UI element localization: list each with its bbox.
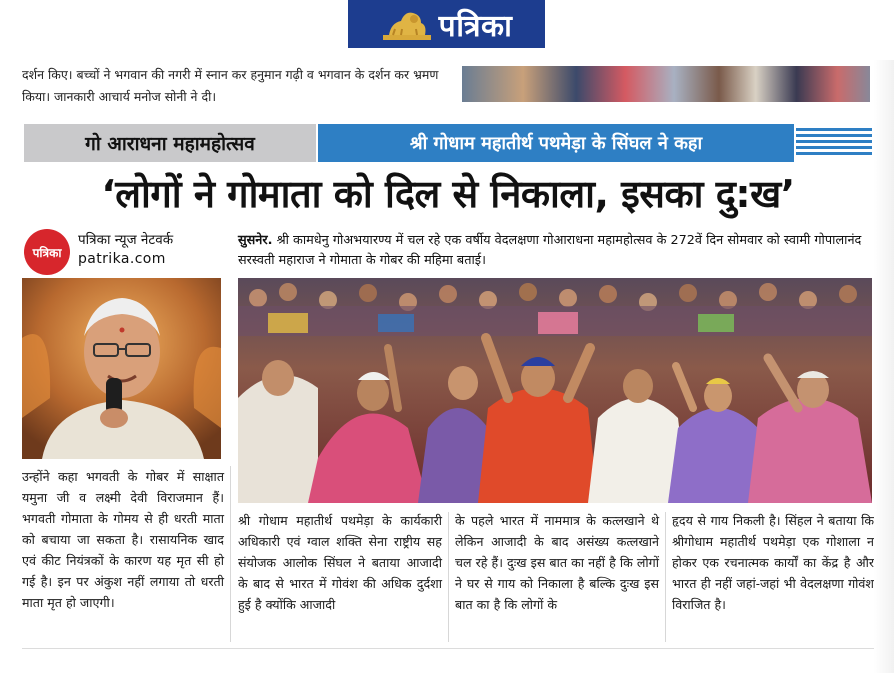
bottom-rule bbox=[22, 648, 874, 649]
kicker: श्री गोधाम महातीर्थ पथमेड़ा के सिंघल ने कहा bbox=[318, 124, 794, 162]
previous-story-photo bbox=[462, 66, 870, 102]
section-tag: गो आराधना महामहोत्सव bbox=[24, 124, 316, 162]
previous-story-text: दर्शन किए। बच्चों ने भगवान की नगरी में स्नान कर हनुमान गढ़ी व भगवान के दर्शन कर भ्रमण किया। जानकारी आचार्य मनोज सोनी ने दी। bbox=[22, 67, 439, 104]
byline-site: patrika.com bbox=[78, 251, 166, 267]
speaker-photo bbox=[22, 278, 221, 459]
headline: ‘लोगों ने गोमाता को दिल से निकाला, इसका दु:ख’ bbox=[101, 172, 795, 216]
patrika-logo bbox=[24, 229, 70, 275]
crowd-photo bbox=[238, 278, 872, 503]
dateline: सुसनेर. bbox=[238, 233, 273, 248]
column-divider bbox=[230, 466, 231, 642]
page-edge-shadow bbox=[874, 60, 894, 673]
intro-text: श्री कामधेनु गोअभयारण्य में चल रहे एक वर्षीय वेदलक्षणा गोआराधना महामहोत्सव के 272वें दिन सोमवार को स्वामी गोपालानंद सरस्वती महाराज ने गोमाता के गोबर की महिमा बताई। bbox=[238, 233, 862, 268]
masthead-title: पत्रिका bbox=[438, 8, 513, 44]
body-column-4: हृदय से गाय निकली है। सिंहल ने बताया कि श्रीगोधाम महातीर्थ पथमेड़ा एक गोशाला न होकर एक रचनात्मक कार्यों का केंद्र है और भारत ही नहीं जहां-जहां भी वेदलक्षणा गोवंश विराजित है। bbox=[672, 513, 874, 612]
decorative-stripes bbox=[796, 128, 872, 158]
body-column-3: के पहले भारत में नाममात्र के कत्लखाने थे लेकिन आजादी के बाद असंख्य कत्लखाने चल रहे हैं। दुःख इस बात का नहीं है कि लोगों ने घर से गाय को निकाला है बल्कि दुःख इस बात का है कि लोगों के bbox=[455, 513, 659, 612]
masthead bbox=[348, 0, 545, 48]
column-divider bbox=[665, 512, 666, 642]
logo-text: पत्रिका bbox=[32, 245, 62, 260]
column-divider bbox=[448, 512, 449, 642]
byline-network: पत्रिका न्यूज नेटवर्क bbox=[78, 232, 174, 248]
intro-paragraph bbox=[238, 231, 874, 271]
lion-emblem-icon bbox=[381, 5, 433, 43]
body-column-1: उन्होंने कहा भगवती के गोबर में साक्षात यमुना जी व लक्ष्मी देवी विराजमान हैं। भगवती गोमाता के गोमय से ही धरती माता को बचाया जा सकता है। रासायनिक खाद एवं कीट नियंत्रकों के कारण यह मृत सी हो गई है। इन पर अंकुश नहीं लगाया तो धरती माता मृत हो जाएगी। bbox=[22, 469, 224, 610]
body-column-2: श्री गोधाम महातीर्थ पथमेड़ा के कार्यकारी अधिकारी एवं ग्वाल शक्ति सेना राष्ट्रीय सह संयोजक आलोक सिंघल ने बताया आजादी के बाद से भारत में गोवंश की अधिक दुर्दशा हुई है क्योंकि आजादी bbox=[238, 513, 442, 612]
